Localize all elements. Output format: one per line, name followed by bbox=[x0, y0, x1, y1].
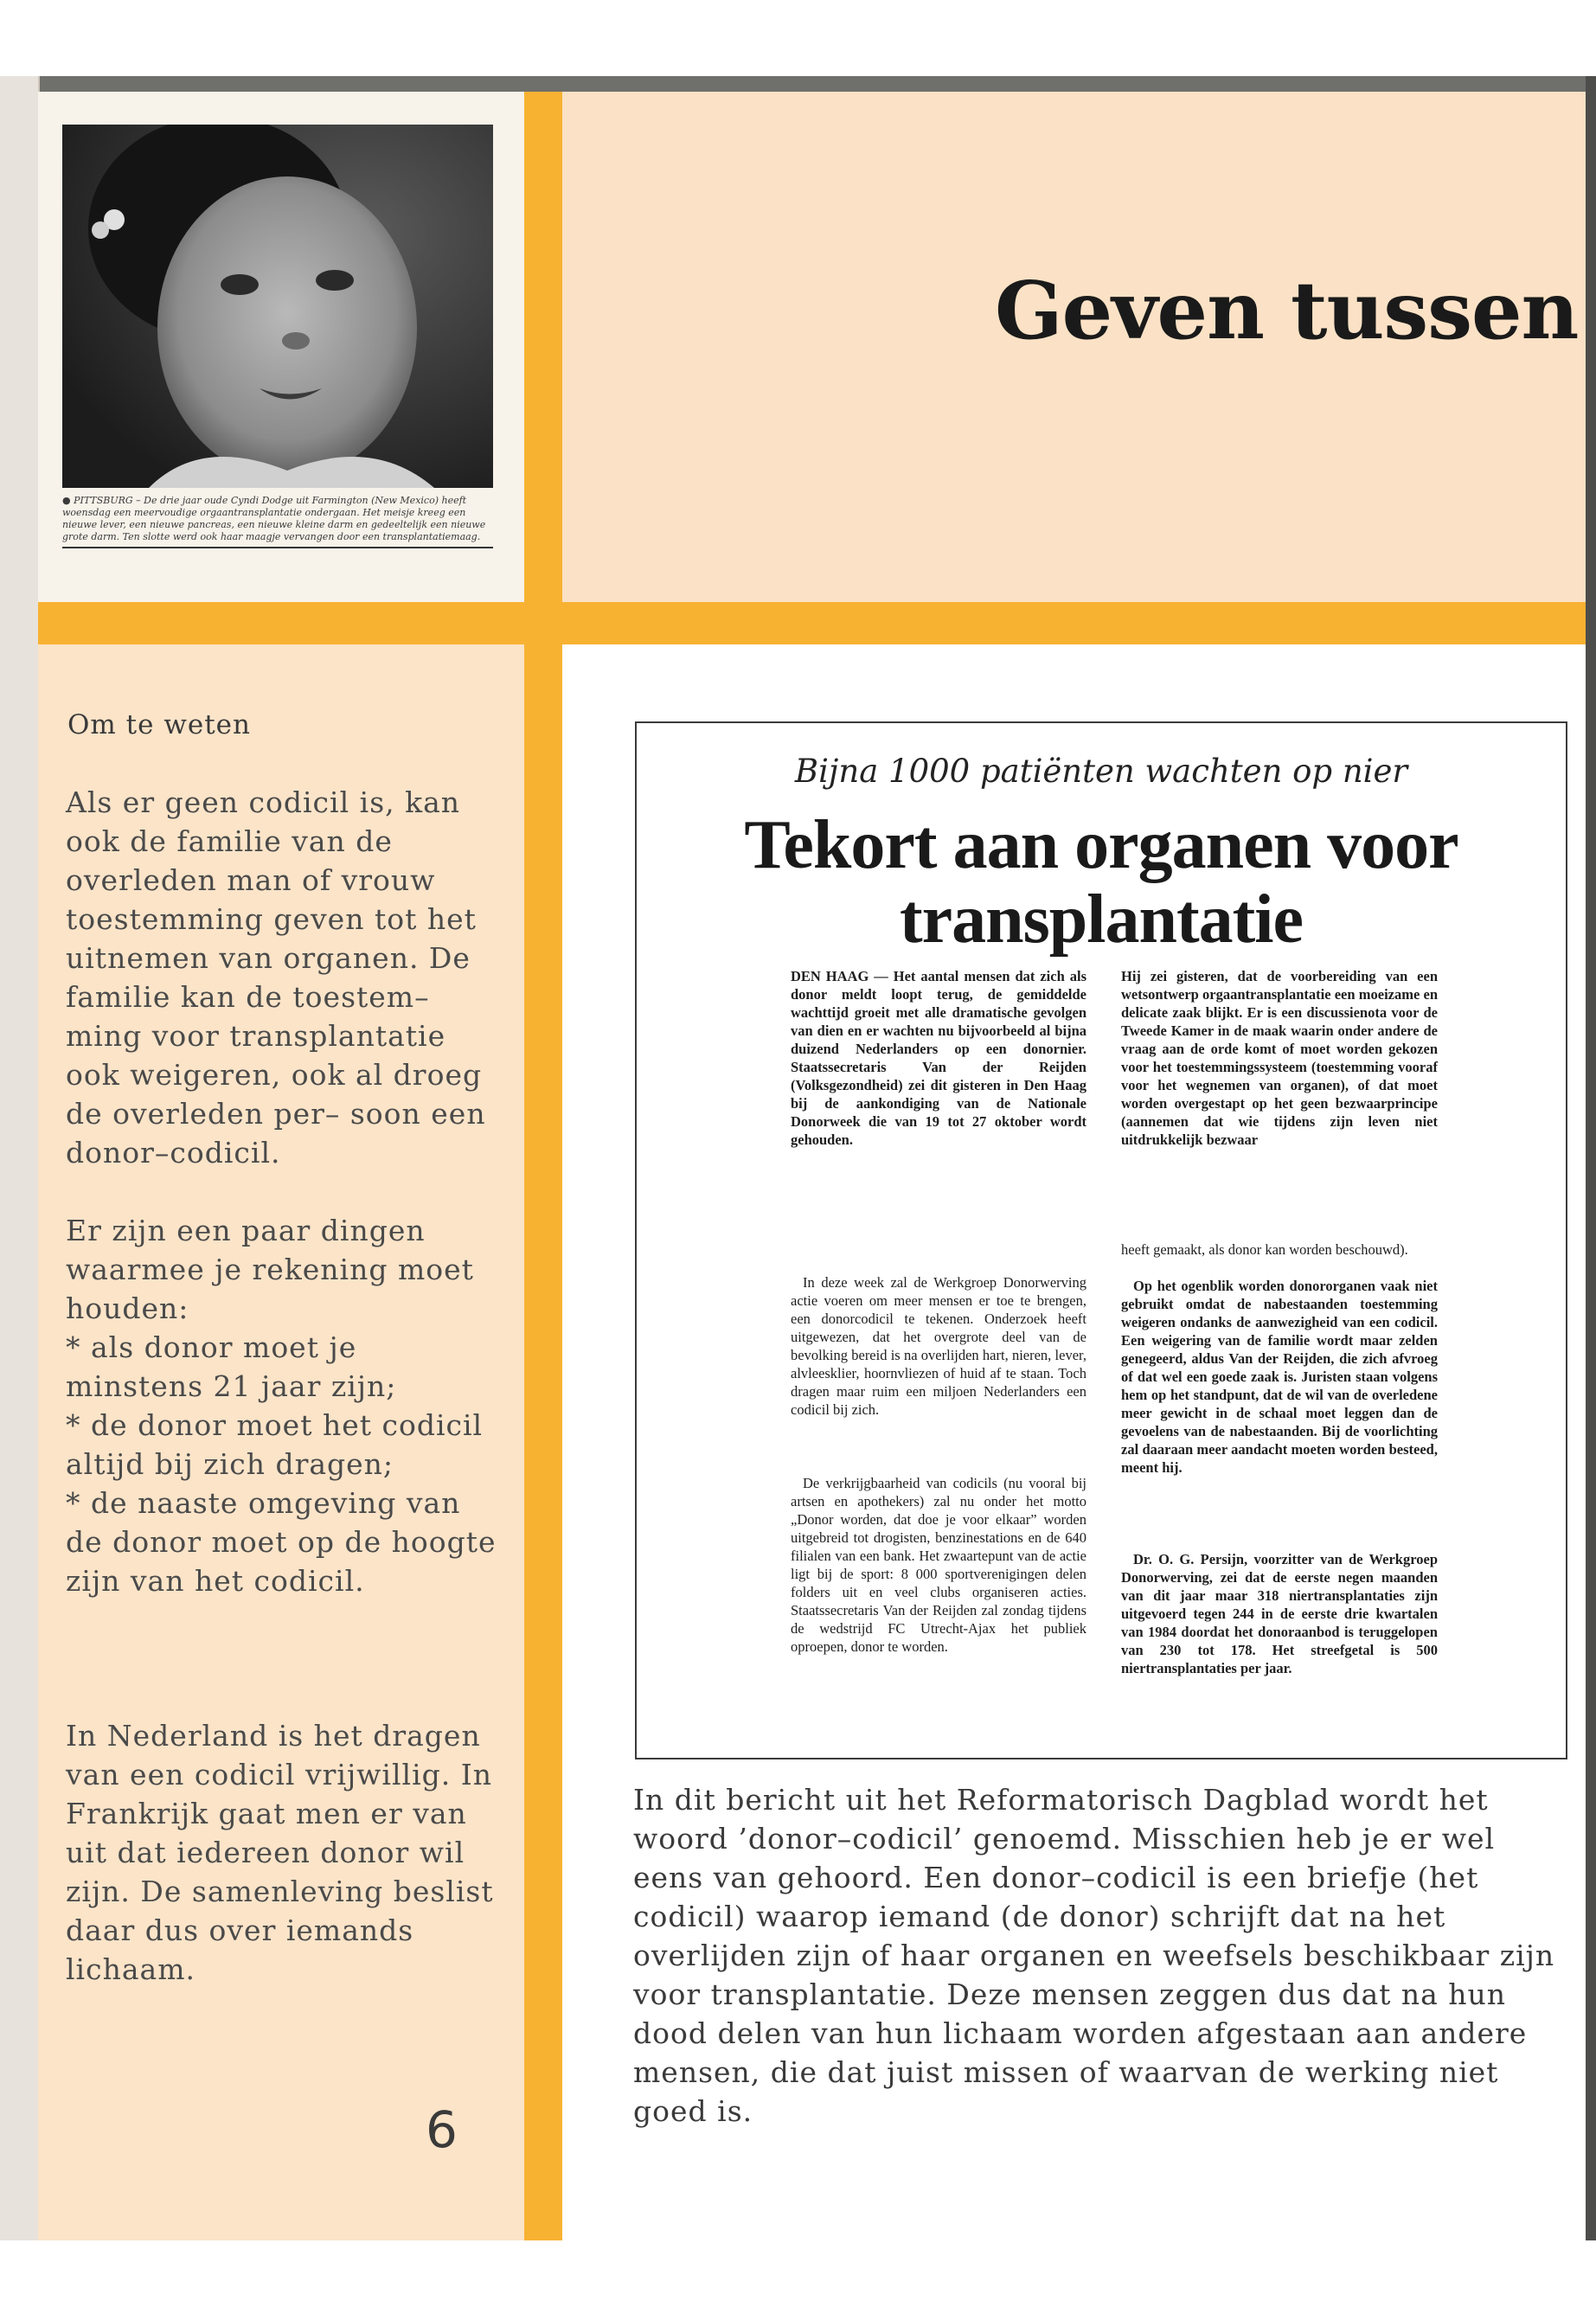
clipping-col2-paragraph-1: Hij zei gisteren, dat de voorbereiding van een wetsontwerp orgaantransplantatie een moeizame en delicate zaak blijkt. Er is een discussienota voor de Tweede Kamer in de maak waarin onder andere de vraag aan de orde komt of moet worden gekozen voor het toestemmingssysteem (toestemming vooraf voor het wegnemen van organen), of dat moet worden overgestapt op het geen bezwaarprincipe (aannemen dat wie tijdens zijn leven niet uitdrukkelijk bezwaar bbox=[1121, 968, 1438, 1148]
orange-horizontal-band bbox=[38, 602, 1586, 644]
clipping-col2-paragraph-2: heeft gemaakt, als donor kan worden beschouwd). bbox=[1121, 1241, 1408, 1258]
clipping-col2-paragraph-4: Dr. O. G. Persijn, voorzitter van de Werkgroep Donorwerving, zei dat de eerste negen maanden van dit jaar maar 318 niertransplantaties zijn uitgevoerd tegen 244 in de eerste drie kwartalen van 1984 doordat het donoraanbod is teruggelopen van 230 tot 178. Het streefgetal is 500 niertransplantaties per jaar. bbox=[1121, 1551, 1438, 1676]
page-number: 6 bbox=[426, 2100, 458, 2159]
newspaper-clipping bbox=[635, 721, 1567, 1759]
clipping-col1-lead: DEN HAAG — Het aantal mensen dat zich als donor meldt loopt terug, de gemiddelde wachttijd groeit met alle dramatische gevolgen van dien en er wachten nu bijvoorbeeld al bijna duizend Nederlanders op een donornier. Staatssecretaris Van der Reijden (Volksgezondheid) zei dit gisteren in Den Haag bij de aankondiging van de Nationale Donorweek die van 19 tot 27 oktober wordt gehouden. bbox=[791, 968, 1086, 1148]
show-through-text bbox=[631, 195, 658, 273]
sidebar-paragraph-2: Er zijn een paar dingen waarmee je rekening moet houden: * als donor moet je minstens 21 jaar zijn; * de donor moet het codicil altijd bij zich dragen; * de naaste omgeving van de donor moet op de hoogte zijn van het codicil. bbox=[66, 1214, 497, 1598]
sidebar-paragraph-3: In Nederland is het dragen van een codicil vrijwillig. In Frankrijk gaat men er van uit dat iedereen donor wil zijn. De samenleving beslist daar dus over iemands lichaam. bbox=[66, 1719, 494, 1986]
clipping-col2-paragraph-3: Op het ogenblik worden donororganen vaak niet gebruikt omdat de nabestaanden toestemming weigeren ondanks de aanwezigheid van een codicil. Een weigering van de familie wordt maar zelden genegeerd, aldus Van der Reijden, die zich afvroeg of dat wel een goede zaak is. Juristen staan volgens hem op het standpunt, dat de wil van de overledene meer gewicht in de schaal moet leggen dan de gevoelens van de nabestaanden. Bij de voorlichting zal daaraan meer aandacht moeten worden besteed, meent hij. bbox=[1121, 1278, 1438, 1476]
scan-top-margin bbox=[0, 0, 1596, 76]
photo-caption: ● PITTSBURG – De drie jaar oude Cyndi Dodge uit Farmington (New Mexico) heeft woensdag een meervoudige orgaantransplantatie ondergaan. Het meisje kreeg een nieuwe lever, een nieuwe pancreas, een nieuwe kleine darm en gedeeltelijk een nieuwe grote darm. Ten slotte werd ook haar maagje vervangen door een transplantatiemaag. bbox=[62, 495, 493, 548]
clipping-headline: Tekort aan organen voor transplantatie bbox=[744, 807, 1458, 958]
clipping-kicker: Bijna 1000 patiënten wachten op nier bbox=[794, 753, 1408, 790]
body-text: In dit bericht uit het Reformatorisch Dagblad wordt het woord ’donor–codicil’ genoemd. Misschien heb je er wel eens van gehoord. Een donor–codicil is een briefje (het codicil) waarop iemand (de donor) schrijft dat na het overlijden zijn of haar organen en weefsels beschikbaar zijn voor transplantatie. Deze mensen zeggen dus dat na hun dood delen van hun lichaam worden afgestaan aan andere mensen, die dat juist missen of waarvan de werking niet goed is. bbox=[633, 1783, 1555, 2128]
sidebar-heading: Om te weten bbox=[67, 709, 251, 740]
page-title: Geven tussen bbox=[995, 264, 1579, 357]
sidebar-paragraph-1: Als er geen codicil is, kan ook de familie van de overleden man of vrouw toestemming geven tot het uitnemen van organen. De familie kan de toestem– ming voor transplantatie ook weigeren, ook al droeg de overleden per– soon een donor–codicil. bbox=[66, 785, 486, 1170]
clipping-col1-paragraph-2: In deze week zal de Werkgroep Donorwerving actie voeren om meer mensen er toe te brengen, een donorcodicil te tekenen. Onderzoek heeft uitgewezen, dat het overgrote deel van de bevolking bereid is na overlijden hart, nieren, lever, alvleesklier, hoornvliezen of huid af te staan. Toch dragen maar ruim een miljoen Nederlanders een codicil bij zich. bbox=[791, 1274, 1086, 1418]
book-binding-edge bbox=[0, 76, 40, 2256]
child-photo bbox=[62, 125, 493, 488]
scan-bottom-margin bbox=[0, 2240, 1596, 2301]
scan-top-shadow bbox=[0, 76, 1596, 92]
scan-right-shadow bbox=[1586, 76, 1596, 2240]
orange-vertical-band bbox=[524, 92, 562, 2240]
child-photo-image bbox=[62, 125, 493, 488]
clipping-col1-paragraph-3: De verkrijgbaarheid van codicils (nu vooral bij artsen en apothekers) zal nu onder het motto „Donor worden, dat doe je voor elkaar” worden uitgebreid tot drogisten, benzinestations en de 640 filialen van een bank. Het zwaartepunt van de actie ligt bij de sport: 8 000 sportverenigingen delen folders uit en veel clubs organiseren acties. Staatssecretaris Van der Reijden zal zondag tijdens de wedstrijd FC Utrecht-Ajax het publiek oproepen, donor te worden. bbox=[791, 1475, 1086, 1655]
